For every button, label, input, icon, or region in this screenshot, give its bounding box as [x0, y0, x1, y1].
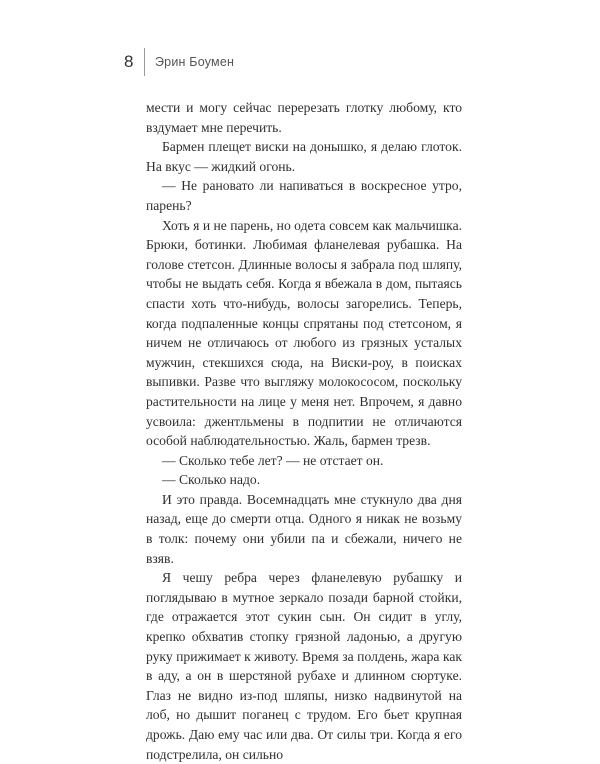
paragraph: Хоть я и не парень, но одета совсем как мальчишка. Брюки, ботинки. Любимая фланелевая рубашка. На голове стетсон. Длинные волосы я забрала под шляпу, чтобы не выдать себя. Когда я вбежала в дом, пытаясь спасти хоть что-нибудь, волосы загорелись. Теперь, когда подпаленные концы спрятаны под стетсоном, я ничем не отличаюсь от любого из грязных усталых мужчин, стекшихся сюда, на Виски-роу, в поисках выпивки. Разве что выгляжу молокососом, поскольку растительности на лице у меня нет. Впрочем, я давно усвоила: джентльмены в подпитии не отличаются особой наблюдательностью. Жаль, бармен трезв.	[146, 217, 462, 449]
page-number: 8	[124, 52, 134, 71]
dialogue-line: — Не рановато ли напиваться в воскресное утро, парень?	[146, 178, 462, 213]
header-divider	[144, 48, 145, 76]
paragraph: И это правда. Восемнадцать мне стукнуло два дня назад, еще до смерти отца. Одного я никак не возьму в толк: почему они убили па и сбежали, ничего не взяв.	[146, 491, 462, 566]
paragraph-continued: мести и могу сейчас перерезать глотку любому, кто вздумает мне перечить.	[146, 100, 462, 135]
body-text	[146, 98, 462, 764]
dialogue-line: — Сколько надо.	[162, 472, 261, 488]
paragraph: Бармен плещет виски на донышко, я делаю глоток. На вкус — жидкий огонь.	[146, 139, 462, 174]
author-name: Эрин Боумен	[155, 55, 235, 69]
running-head	[124, 48, 234, 76]
paragraph: Я чешу ребра через фланелевую рубашку и поглядываю в мутное зеркало позади барной стойки, где отражается этот сукин сын. Он сидит в углу, крепко обхватив стопку грязной ладонью, а другую руку прижимает к животу. Время за полдень, жара как в аду, а он в шерстяной рубахе и длинном сюртуке. Глаз не видно из-под шляпы, низко надвинутой на лоб, но дышит поганец с трудом. Его бьет крупная дрожь. Даю ему час или два. От силы три. Когда я его подстрелила, он сильно	[146, 570, 462, 762]
dialogue-line: — Сколько тебе лет? — не отстает он.	[162, 452, 384, 468]
